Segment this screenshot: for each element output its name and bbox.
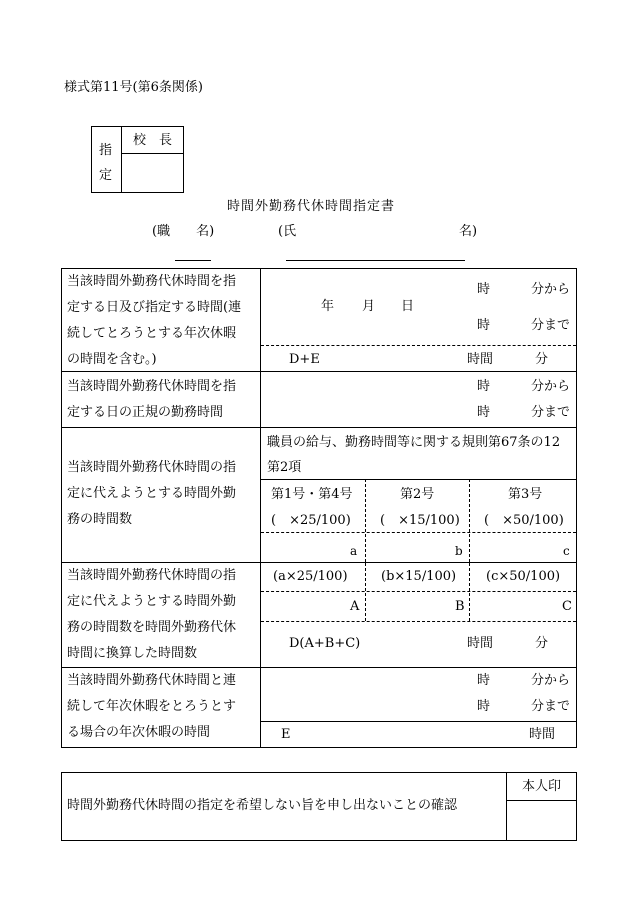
form-number: 様式第11号(第6条関係) xyxy=(64,80,203,95)
row3-var-b: b xyxy=(455,544,463,558)
row1-hours-unit: 時間 xyxy=(467,352,494,367)
row4-hours-unit: 時間 xyxy=(467,636,494,651)
row2-minute-from: 分から xyxy=(531,379,571,394)
row5-time-field[interactable] xyxy=(262,669,574,720)
job-title-label: (職 名) xyxy=(152,224,215,239)
row4-label-line-4: 時間に換算した時間数 xyxy=(67,646,198,661)
row4-var-A: A xyxy=(350,599,360,614)
row4-col3-calc: (c×50/100) xyxy=(486,569,561,584)
row2-hour-from: 時 xyxy=(477,379,491,394)
row1-hour-from: 時 xyxy=(477,282,491,297)
row1-minutes-unit: 分 xyxy=(535,352,549,367)
row1-day-unit: 日 xyxy=(401,299,415,314)
row4-var-C: C xyxy=(562,599,572,614)
designation-label-1: 指 xyxy=(99,143,113,158)
row3-b-field[interactable] xyxy=(367,534,468,561)
name-underline xyxy=(286,260,465,261)
row3-label-line-1: 当該時間外勤務代休時間の指 xyxy=(67,460,237,475)
personal-seal-area[interactable] xyxy=(507,801,576,839)
principal-seal-area[interactable] xyxy=(122,154,183,191)
row3-c-field[interactable] xyxy=(471,534,575,561)
row3-col1-header: 第1号・第4号 xyxy=(271,487,353,502)
designation-label-2: 定 xyxy=(99,168,113,183)
row3-label-line-3: 務の時間数 xyxy=(67,512,133,527)
row1-year-unit: 年 xyxy=(321,299,335,314)
row3-var-a: a xyxy=(350,544,358,558)
row1-label-line-2: 定する日及び指定する時間(連 xyxy=(67,300,242,315)
row4-label-line-1: 当該時間外勤務代休時間の指 xyxy=(67,568,237,583)
row1-label-line-3: 続してとろうとする年次休暇 xyxy=(67,326,237,341)
row3-col2-header: 第2号 xyxy=(400,487,435,502)
row5-label-line-1: 当該時間外勤務代休時間と連 xyxy=(67,673,237,688)
row4-label-line-3: 務の時間数を時間外勤務代休 xyxy=(67,620,237,635)
row1-formula: D+E xyxy=(289,352,320,367)
row1-minute-until: 分まで xyxy=(531,318,571,333)
document-title: 時間外勤務代休時間指定書 xyxy=(227,199,396,214)
row5-label-line-2: 続して年次休暇をとろうとす xyxy=(67,699,237,714)
row3-label-line-2: 定に代えようとする時間外勤 xyxy=(67,486,237,501)
name-label-open: (氏 xyxy=(278,224,297,239)
row3-col3-header: 第3号 xyxy=(508,487,543,502)
seal-label: 本人印 xyxy=(522,779,562,794)
row3-rule-line-1: 職員の給与、勤務時間等に関する規則第67条の12 xyxy=(267,435,561,450)
row3-col3-rate: ( ×50/100) xyxy=(484,513,564,528)
row3-rule-line-2: 第2項 xyxy=(267,460,302,475)
row4-label-line-2: 定に代えようとする時間外勤 xyxy=(67,594,237,609)
row4-col1-calc: (a×25/100) xyxy=(273,569,348,584)
row4-minutes-unit: 分 xyxy=(535,636,549,651)
row4-var-B: B xyxy=(455,599,465,614)
confirmation-text: 時間外勤務代休時間の指定を希望しない旨を申し出ないことの確認 xyxy=(67,798,458,813)
row1-month-unit: 月 xyxy=(362,299,376,314)
row1-datetime-field[interactable] xyxy=(262,270,574,344)
row2-time-field[interactable] xyxy=(262,373,574,425)
row5-hour-until: 時 xyxy=(477,699,491,714)
row5-minute-from: 分から xyxy=(531,673,571,688)
row5-minute-until: 分まで xyxy=(531,699,571,714)
row2-minute-until: 分まで xyxy=(531,405,571,420)
row4-formula: D(A+B+C) xyxy=(289,636,361,651)
name-label-close: 名) xyxy=(459,224,478,239)
row1-label-line-4: の時間を含む。) xyxy=(67,352,157,367)
row3-col2-rate: ( ×15/100) xyxy=(380,513,460,528)
row5-var-E: E xyxy=(281,727,291,742)
job-title-underline xyxy=(175,260,211,261)
job-title-field[interactable] xyxy=(160,242,224,260)
row1-hour-until: 時 xyxy=(477,318,491,333)
row5-label-line-3: る場合の年次休暇の時間 xyxy=(67,725,211,740)
name-field[interactable] xyxy=(286,242,465,260)
row5-hours-unit: 時間 xyxy=(529,727,556,742)
row5-hour-from: 時 xyxy=(477,673,491,688)
row3-col1-rate: ( ×25/100) xyxy=(271,513,351,528)
row3-a-field[interactable] xyxy=(262,534,364,561)
row2-label-line-1: 当該時間外勤務代休時間を指 xyxy=(67,379,237,394)
row2-hour-until: 時 xyxy=(477,405,491,420)
row2-label-line-2: 定する日の正規の勤務時間 xyxy=(67,405,224,420)
row1-minute-from: 分から xyxy=(531,282,571,297)
row3-var-c: c xyxy=(563,544,570,558)
row1-label-line-1: 当該時間外勤務代休時間を指 xyxy=(67,274,237,289)
principal-label: 校 長 xyxy=(133,133,173,148)
row4-col2-calc: (b×15/100) xyxy=(381,569,457,584)
row4-total-field[interactable] xyxy=(262,623,574,666)
